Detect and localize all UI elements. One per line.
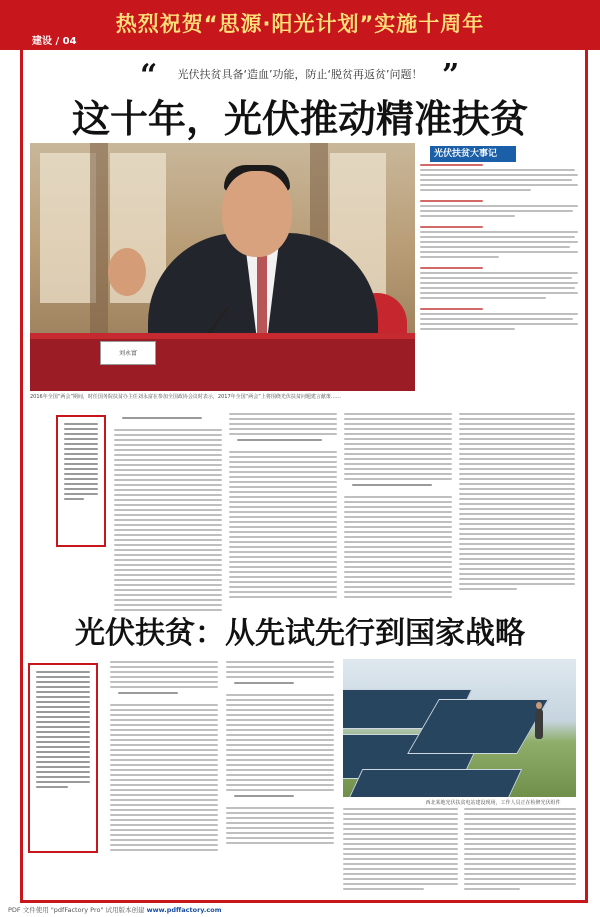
article1-col3 [344,413,452,601]
pdf-footer-product: "pdfFactory Pro" [50,906,104,914]
section-label: 建设 / 04 [32,36,77,47]
article1-headline: 这十年，光伏推动精准扶贫 [71,97,528,141]
close-quote: ” [442,58,460,93]
photo-solar-panels [343,659,576,797]
sidebar-title: 光伏扶贫大事记 [430,146,516,162]
article2-headline: 光伏扶贫：从先试先行到国家战略 [75,616,525,651]
pdf-footer-prefix: PDF 文件使用 [8,906,49,914]
article2-col3 [343,808,458,893]
pdf-footer [0,904,600,917]
sidebar-text [420,164,578,394]
article1-col4 [459,413,575,593]
open-quote: “ [140,58,158,93]
banner-title: 热烈祝贺“思源·阳光计划”实施十周年 [115,12,485,36]
article2-col2 [226,661,334,847]
photo1-caption: 2016年全国“两会”期间，时任国务院扶贫办主任刘永富在参加全国政协会议时表示，2017年全国“两会”上将围绕光伏扶贫问题建言献策…… [30,394,341,400]
pdf-footer-middle: 试用版本创建 [105,906,145,914]
article2-intro-box [28,663,98,853]
photo2-caption: 西北某地光伏扶贫电站建设现场，工作人员正在检修光伏组件 [425,800,561,806]
article2-col4 [464,808,576,893]
article2-col1 [110,661,218,854]
article1-col1 [114,413,222,614]
article1-intro-box [56,415,106,547]
pdf-footer-link[interactable]: www.pdffactory.com [146,906,222,914]
article1-kicker: 光伏扶贫具备‘造血’功能，防止‘脱贫再返贫’问题！ [177,68,423,81]
name-card: 刘永富 [100,341,156,365]
top-banner [0,0,600,50]
photo-official-speaking [30,143,415,391]
article1-col2 [229,413,337,601]
